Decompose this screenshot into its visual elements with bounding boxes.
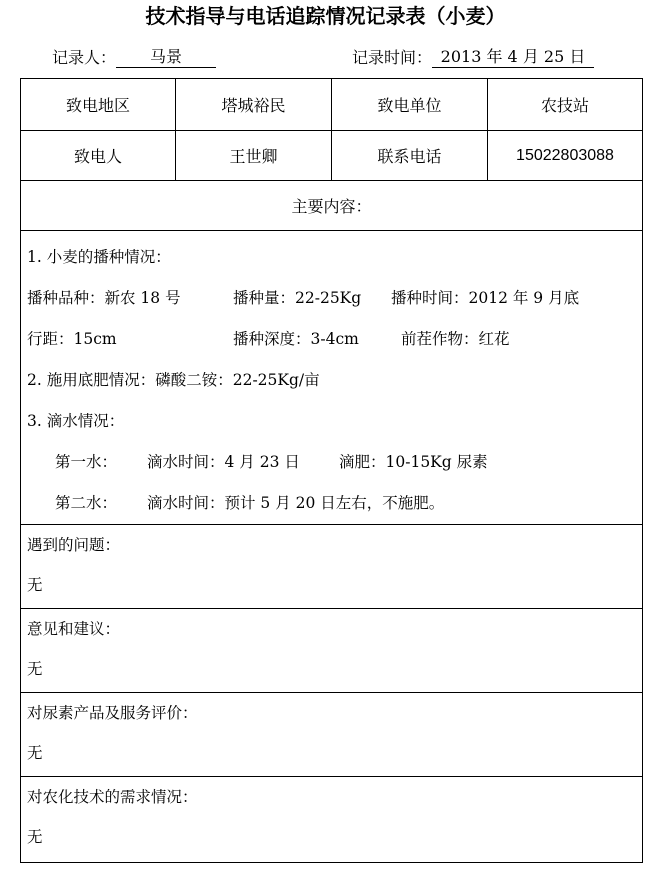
demand-title: 对农化技术的需求情况：: [27, 788, 198, 806]
sowing-line-1: [27, 278, 642, 319]
irrigation-section-title: 3. 滴水情况：: [27, 412, 125, 430]
evaluation-section: [21, 693, 643, 777]
phone-value: 15022803088: [488, 131, 643, 181]
second-irrigation-line: [27, 483, 642, 524]
sowing-amount: 播种量：22-25Kg: [233, 289, 362, 307]
record-time-field: [352, 46, 594, 70]
sowing-depth: 播种深度：3-4cm: [233, 330, 359, 348]
unit-value: 农技站: [488, 79, 643, 131]
advice-section: [21, 609, 643, 693]
first-irrigation-label: 第一水：: [55, 453, 118, 471]
caller-value: 王世卿: [176, 131, 332, 181]
second-irrigation-label: 第二水：: [55, 494, 118, 512]
main-content-body: [21, 231, 643, 525]
region-value: 塔城裕民: [176, 79, 332, 131]
recorder-field: [52, 46, 216, 70]
problems-value: 无: [27, 576, 43, 594]
demand-section: [21, 777, 643, 863]
first-irrigation-fertilizer: 滴肥：10-15Kg 尿素: [339, 453, 488, 471]
record-form-table: [20, 78, 643, 863]
sowing-section-title: 1. 小麦的播种情况：: [27, 248, 171, 266]
row-spacing: 行距：15cm: [27, 330, 117, 348]
problems-section: [21, 525, 643, 609]
caller-label: 致电人: [21, 131, 176, 181]
record-time-label: 记录时间：: [352, 48, 433, 67]
evaluation-title: 对尿素产品及服务评价：: [27, 704, 198, 722]
sowing-time: 播种时间：2012 年 9 月底: [391, 289, 580, 307]
main-content-header: 主要内容：: [21, 181, 643, 231]
variety: 播种品种：新农 18 号: [27, 289, 181, 307]
record-time-value: 2013 年 4 月 25 日: [432, 47, 594, 68]
problems-title: 遇到的问题：: [27, 536, 121, 554]
region-label: 致电地区: [21, 79, 176, 131]
document-title: 技术指导与电话追踪情况记录表（小麦）: [145, 4, 506, 28]
phone-label: 联系电话: [332, 131, 488, 181]
first-irrigation-line: [27, 442, 642, 483]
recorder-label: 记录人：: [52, 48, 117, 67]
evaluation-value: 无: [27, 744, 43, 762]
first-irrigation-time: 滴水时间：4 月 23 日: [147, 453, 300, 471]
demand-value: 无: [27, 828, 43, 846]
base-fertilizer-line: 2. 施用底肥情况：磷酸二铵：22-25Kg/亩: [27, 371, 320, 389]
advice-value: 无: [27, 660, 43, 678]
sowing-line-2: [27, 319, 642, 360]
unit-label: 致电单位: [332, 79, 488, 131]
recorder-value: 马景: [116, 47, 216, 68]
advice-title: 意见和建议：: [27, 620, 121, 638]
second-irrigation-detail: 滴水时间：预计 5 月 20 日左右，不施肥。: [147, 494, 445, 512]
previous-crop: 前茬作物：红花: [401, 330, 510, 348]
